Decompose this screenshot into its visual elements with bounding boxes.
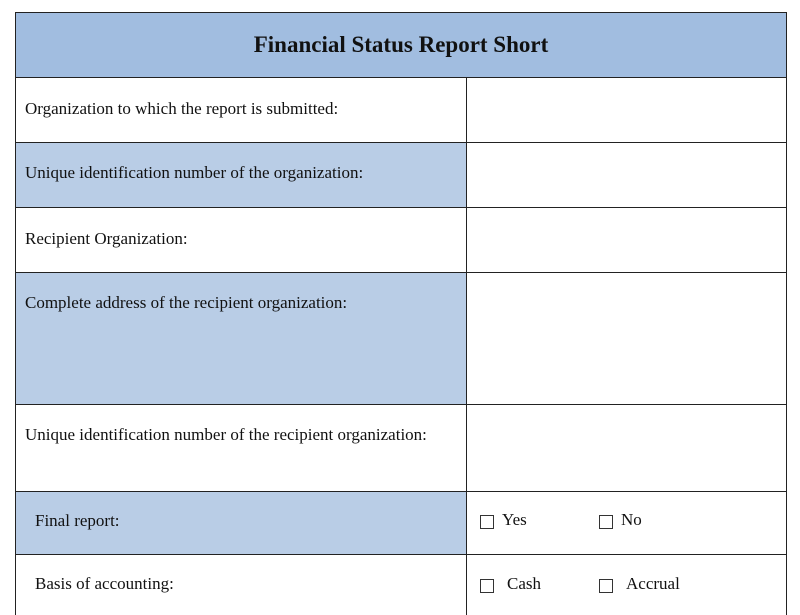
field-label: Recipient Organization: [16, 208, 467, 272]
form-row-recipient-id [16, 405, 786, 492]
form-row-accounting-basis [16, 555, 786, 615]
field-label: Unique identification number of the recipient organization: [16, 405, 467, 491]
form-row-recipient [16, 208, 786, 273]
accounting-basis-options [467, 555, 786, 615]
field-label: Basis of accounting: [16, 555, 467, 615]
checkbox-icon[interactable] [599, 579, 613, 593]
field-label: Organization to which the report is submitted: [16, 78, 467, 142]
recipient-input[interactable] [467, 208, 786, 272]
option-label: No [621, 510, 642, 529]
final-report-yes-option[interactable] [480, 510, 527, 530]
form-title-bar [16, 13, 786, 78]
option-label: Yes [502, 510, 527, 529]
form-row-org-id [16, 143, 786, 208]
field-label: Unique identification number of the organization: [16, 143, 467, 207]
option-label: Cash [507, 574, 541, 593]
org-id-input[interactable] [467, 143, 786, 207]
field-label: Final report: [16, 492, 467, 554]
accounting-cash-option[interactable] [480, 574, 541, 594]
final-report-options [467, 492, 786, 554]
form-row-organization [16, 78, 786, 143]
recipient-id-input[interactable] [467, 405, 786, 491]
recipient-address-input[interactable] [467, 273, 786, 404]
final-report-no-option[interactable] [599, 510, 642, 530]
checkbox-icon[interactable] [599, 515, 613, 529]
checkbox-icon[interactable] [480, 515, 494, 529]
financial-status-form [15, 12, 787, 615]
field-label: Complete address of the recipient organization: [16, 273, 467, 404]
accounting-accrual-option[interactable] [599, 574, 680, 594]
option-label: Accrual [626, 574, 680, 593]
form-title: Financial Status Report Short [253, 32, 549, 57]
checkbox-icon[interactable] [480, 579, 494, 593]
organization-input[interactable] [467, 78, 786, 142]
form-row-recipient-address [16, 273, 786, 405]
form-row-final-report [16, 492, 786, 555]
